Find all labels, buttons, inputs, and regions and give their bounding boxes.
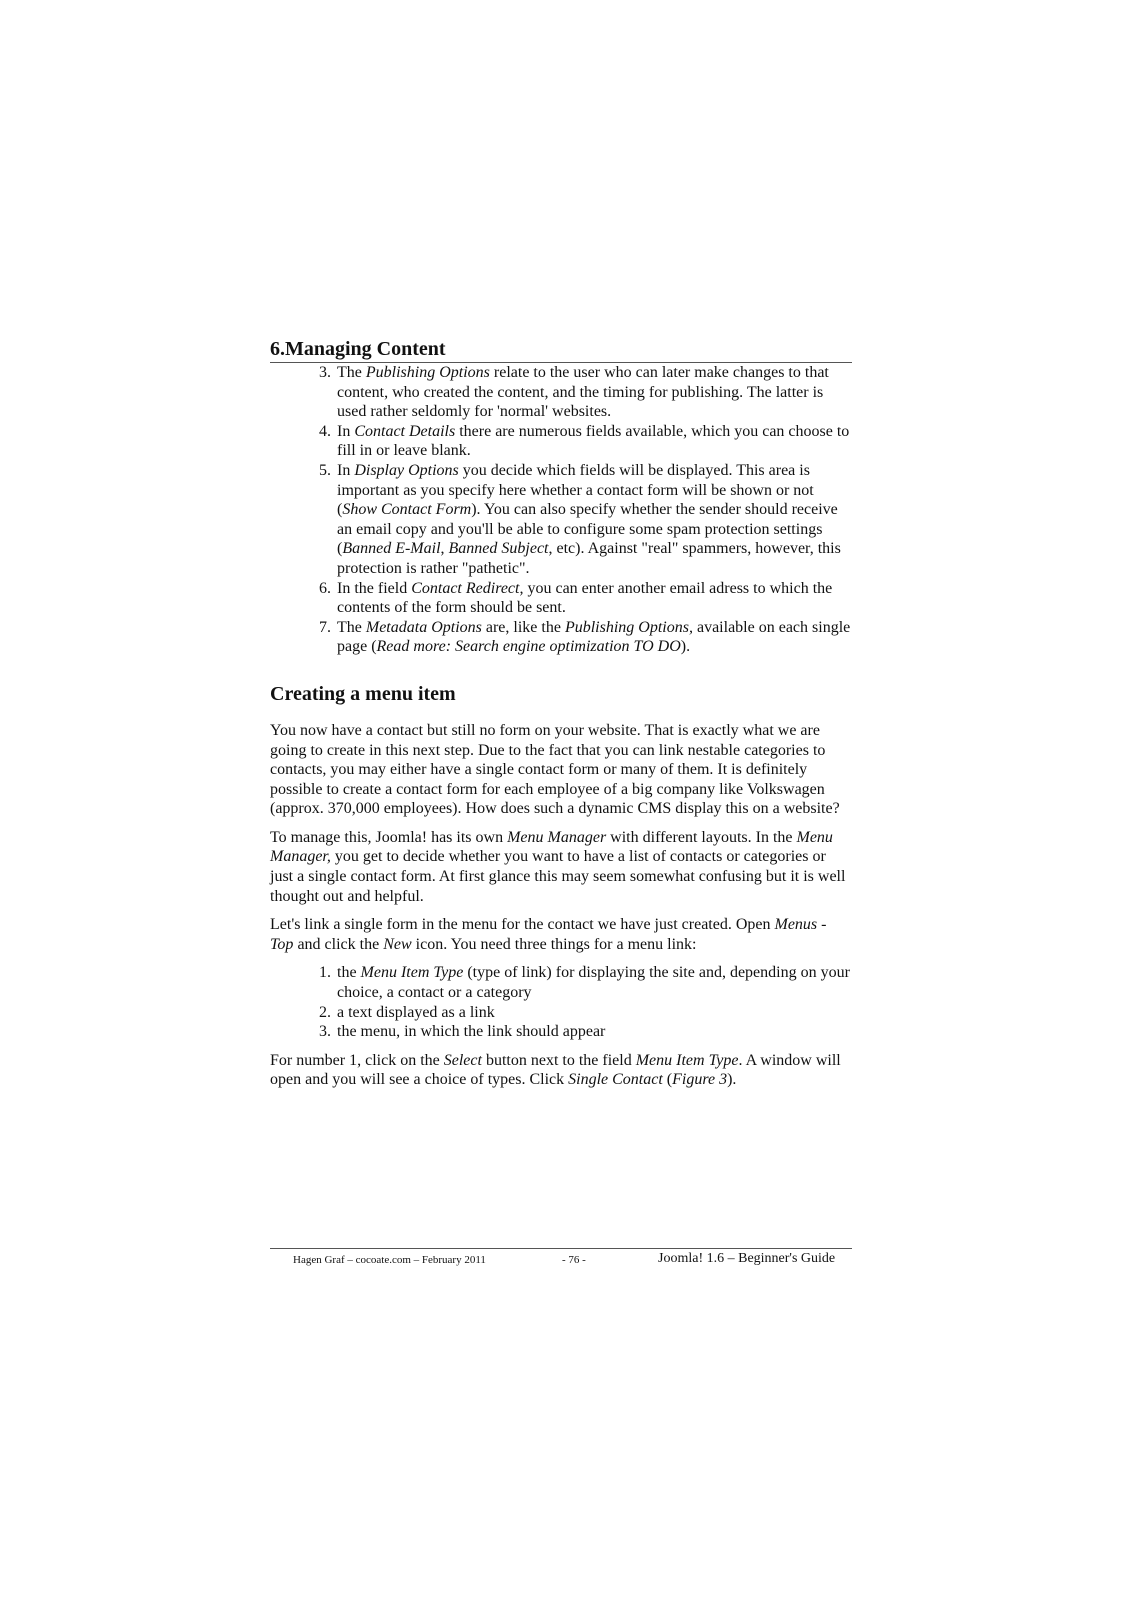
emphasized-text: Banned E-Mail <box>342 540 441 558</box>
body-paragraphs <box>270 721 852 955</box>
text-run: with different layouts. In the <box>606 828 797 846</box>
text-run: Let's link a single form in the menu for the contact we have just created. Open <box>270 916 775 934</box>
emphasized-text: Select <box>443 1051 482 1069</box>
text-run: , <box>440 540 449 558</box>
footer-author: Hagen Graf – cocoate.com – February 2011 <box>293 1254 486 1266</box>
text-run: To manage this, Joomla! has its own <box>270 828 508 846</box>
list-item-number: 3. <box>319 1023 331 1041</box>
text-run: a text displayed as a link <box>337 1003 495 1021</box>
chapter-title: 6.Managing Content <box>270 336 852 363</box>
text-run: icon. You need three things for a menu link: <box>411 935 697 953</box>
final-paragraph <box>270 1051 852 1090</box>
text-run: , etc). Against "real" spammers, however, this protection is rather "pathetic". <box>337 540 841 577</box>
text-run: The <box>337 618 366 636</box>
section-title: Creating a menu item <box>270 682 456 705</box>
text-run: In <box>337 461 355 479</box>
list-item <box>319 1003 852 1023</box>
list-item-number: 7. <box>319 618 331 636</box>
footer-book-title: Joomla! 1.6 – Beginner's Guide <box>658 1251 836 1266</box>
text-run: ( <box>662 1071 673 1089</box>
text-run: there are numerous fields available, which you can choose to fill in or leave blank. <box>337 422 850 460</box>
text-run: In <box>337 422 355 440</box>
text-run: ). You can also specify whether the sender should receive an email copy and you'll be able to configure some spam protection settings ( <box>337 501 838 558</box>
list-item <box>319 963 852 1002</box>
emphasized-text: Show Contact Form <box>342 501 472 519</box>
text-run: you can enter another email adress to which the contents of the form should be sent. <box>337 579 833 617</box>
text-run: you get to decide whether you want to have a list of contacts or categories or just a single contact form. At first glance this may seem somewhat confusing but it is well thought out and helpful. <box>270 848 846 905</box>
list-item-number: 5. <box>319 461 331 479</box>
emphasized-text: Banned Subject <box>448 540 549 558</box>
text-run: ). <box>680 638 691 656</box>
text-run: For number 1, click on the <box>270 1051 444 1069</box>
emphasized-text: Publishing Options <box>365 364 490 381</box>
text-run: . A window will open and you will see a choice of types. Click <box>270 1051 841 1089</box>
list-item <box>319 1022 852 1042</box>
emphasized-text: Menus <box>774 916 818 934</box>
menu-link-requirements-list <box>270 963 852 1041</box>
list-item-number: 6. <box>319 579 331 597</box>
body-paragraph <box>270 828 852 906</box>
text-run: you decide which fields will be displayed. This area is important as you specify here whether a contact form will be shown or not ( <box>337 461 814 519</box>
text-run: You now have a contact but still no form on your website. That is exactly what we are going to create in this next step. Due to the fact that you can link nestable categories to contacts, you may either have a single contact form or many of them. It is definitely possible to create a contact form for each employee of a big company like Volkswagen (approx. 370,000 employees). How does such a dynamic CMS display this on a website? <box>270 721 840 818</box>
text-run: the menu, in which the link should appear <box>337 1023 606 1041</box>
emphasized-text: Publishing Options, <box>564 618 693 636</box>
emphasized-text: Display Options <box>354 461 459 479</box>
emphasized-text: Top <box>270 935 294 953</box>
emphasized-text: Menu Item Type <box>360 964 464 982</box>
list-item-number: 4. <box>319 422 331 440</box>
list-item-number: 3. <box>319 364 331 381</box>
list-item <box>319 422 852 461</box>
emphasized-text: Menu Item Type <box>635 1051 739 1069</box>
list-item <box>319 363 852 422</box>
list-item <box>319 618 852 657</box>
list-item-number: 2. <box>319 1003 331 1021</box>
emphasized-text: Single Contact <box>568 1071 663 1089</box>
list-item <box>319 461 852 579</box>
text-run: In the field <box>337 579 412 597</box>
emphasized-text: Read more: Search engine optimization TO DO <box>376 638 681 656</box>
emphasized-text: Contact Redirect, <box>411 579 524 597</box>
text-run: are, like the <box>481 618 565 636</box>
page-footer <box>270 1248 852 1266</box>
text-run: The <box>337 364 366 381</box>
text-run: and click the <box>293 935 384 953</box>
text-run: button next to the field <box>481 1051 636 1069</box>
text-run: (type of link) for displaying the site and, depending on your choice, a contact or a category <box>337 964 850 1002</box>
page-number: - 76 - <box>562 1254 586 1266</box>
emphasized-text: Menu Manager, <box>270 828 833 866</box>
emphasized-text: Contact Details <box>354 422 456 440</box>
text-run: - <box>817 916 827 934</box>
page-content <box>270 336 852 1099</box>
emphasized-text: New <box>383 935 412 953</box>
text-run: relate to the user who can later make changes to that content, who created the content, and the timing for publishing. The latter is used rather seldomly for 'normal' websites. <box>337 364 829 421</box>
emphasized-text: Menu Manager <box>507 828 607 846</box>
options-list <box>270 363 852 657</box>
body-paragraph <box>270 915 852 954</box>
emphasized-text: Metadata Options <box>365 618 482 636</box>
list-item-number: 1. <box>319 964 331 982</box>
text-run: the <box>337 964 361 982</box>
text-run: ). <box>727 1071 737 1089</box>
body-paragraph <box>270 721 852 819</box>
emphasized-text: Figure 3 <box>672 1071 728 1089</box>
text-run: available on each single page ( <box>337 618 851 656</box>
list-item <box>319 579 852 618</box>
